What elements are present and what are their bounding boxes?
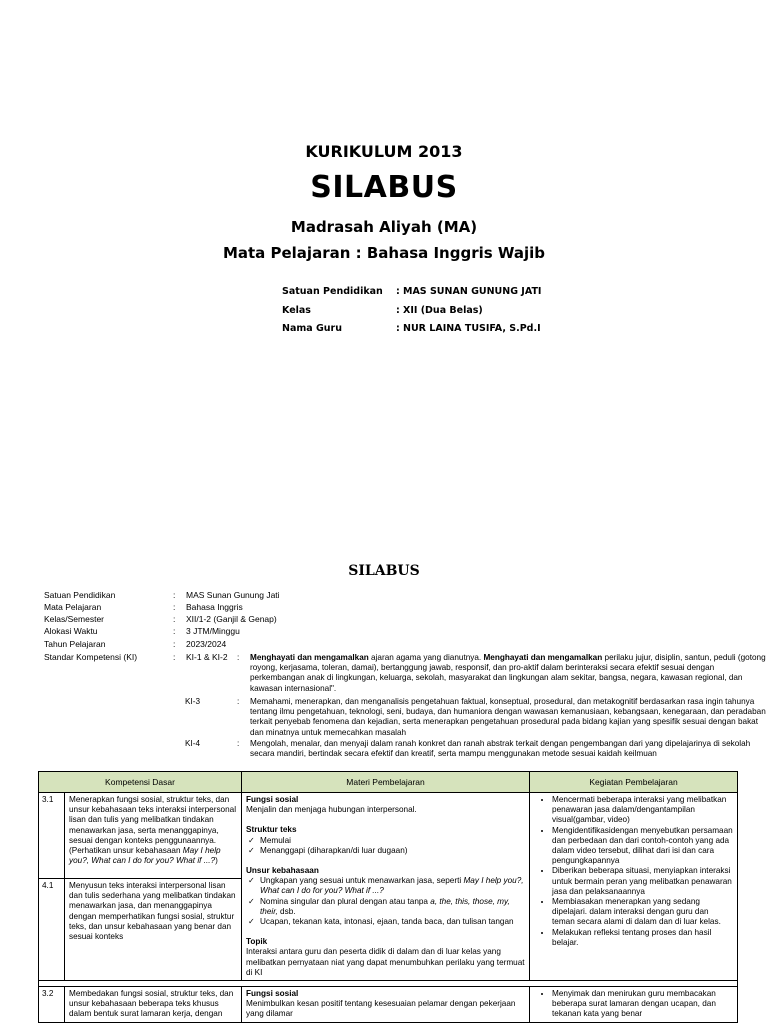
- kd-number: 3.1: [39, 793, 65, 879]
- header-kegiatan: Kegiatan Pembelajaran: [530, 772, 738, 793]
- info-label: Kelas: [282, 305, 311, 316]
- materi-text: Menimbulkan kesan positif tentang kesesuaian pelamar dengan pekerjaan yang dilamar: [246, 999, 516, 1019]
- check-text-italic: a, the, this, those, my, their,: [260, 896, 510, 916]
- kd-text-part: Menerapkan fungsi sosial, struktur teks, dan unsur kebahasaan teks interaksi interpersonal lisan dan tulis yang melibatkan tindakan menawarkan jasa, serta menanggapinya, sesuai dengan konteks penggunaannya. (Perhatikan unsur kebahasaan: [69, 795, 237, 856]
- kd-text: [65, 793, 242, 879]
- meta-label: Tahun Pelajaran: [44, 639, 106, 649]
- meta-sep: :: [173, 602, 176, 612]
- kegiatan-item: • Mengidentifikasidengan menyebutkan persamaan dan perbedaan dan dari contoh-contoh yang ada dalam video tersebut, dilihat dari isi dan cara pengungkapannya: [552, 826, 733, 867]
- kegiatan-cell: [530, 793, 738, 981]
- materi-subtitle: Topik: [246, 937, 268, 947]
- meta-label: Standar Kompetensi (KI): [44, 652, 138, 662]
- materi-cell: [242, 987, 530, 1023]
- kd-text: Membedakan fungsi sosial, struktur teks, dan unsur kebahasaan beberapa teks khusus dalam bentuk surat lamaran kerja, dengan: [65, 987, 242, 1023]
- kd-number: 3.2: [39, 987, 65, 1023]
- cover-kurikulum: KURIKULUM 2013: [305, 142, 463, 161]
- kegiatan-item: • Melakukan refleksi tentang proses dan hasil belajar.: [552, 928, 733, 948]
- ki-label: KI-4: [185, 739, 201, 748]
- ki-bold: Menghayati dan mengamalkan: [250, 653, 369, 662]
- ki-text: perilaku jujur, disiplin, santun, peduli (gotong royong, kerjasama, toleran, damai), bertanggung jawab, responsif, dan pro-aktif dalam berinteraksi secara efektif sesuai dengan perkembangan anak di lingkungan, keluarga, sekolah, masyarakat dan lingkungan alam sekitar, bangsa, negara, kawasan regional, dan kawasan internasional".: [250, 653, 766, 693]
- meta-value: 2023/2024: [186, 639, 227, 649]
- check-item: [246, 897, 525, 917]
- check-item: ✓ Memulai: [246, 836, 525, 846]
- check-text: dsb.: [277, 906, 296, 916]
- materi-subtitle: Fungsi sosial: [246, 795, 299, 804]
- materi-subtitle: Struktur teks: [246, 825, 297, 835]
- kegiatan-item: • Membiasakan menerapkan yang sedang dipelajari. dalam interaksi dengan guru dan teman secara alami di dalam dan di luar kelas.: [552, 897, 733, 928]
- check-item: ✓ Menanggapi (diharapkan/di luar dugaan): [246, 846, 525, 856]
- cover-title: SILABUS: [310, 170, 458, 205]
- kegiatan-item: • Menyimak dan menirukan guru membacakan beberapa surat lamaran dengan ucapan, dan tekanan kata yang benar: [552, 989, 733, 1020]
- materi-text: Menjalin dan menjaga hubungan interpersonal.: [246, 805, 417, 815]
- ki-label: KI-3: [185, 697, 201, 706]
- meta-value: XII/1-2 (Ganjil & Genap): [186, 614, 277, 624]
- ki-3-text: Memahami, menerapkan, dan menganalisis pengetahuan faktual, konseptual, prosedural, dan metakognitif berdasarkan rasa ingin tahunya tentang ilmu pengetahuan, teknologi, seni, budaya, dan humaniora dengan wawasan kemanusiaan, kebangsaan, kenegaraan, dan peradaban terkait penyebab fenomena dan kejadian, serta menerapkan pengetahuan prosedural pada bidang kajian yang spesifik sesuai dengan bakat dan minatnya untuk memecahkan masalah: [250, 697, 766, 737]
- silabus-title: SILABUS: [348, 563, 420, 579]
- kegiatan-cell: [530, 987, 738, 1023]
- check-text: Nomina singular dan plural dengan atau tanpa: [260, 896, 431, 906]
- kd-text-italic: May I help you?, What can I do for you? What if ...?: [69, 846, 221, 866]
- kegiatan-item: • Diberikan beberapa situasi, menyiapkan interaksi untuk bermain peran yang melibatkan penawaran jasa dan pelaksanaannya: [552, 866, 733, 897]
- info-value: XII (Dua Belas): [403, 305, 483, 316]
- info-value: NUR LAINA TUSIFA, S.Pd.I: [403, 323, 541, 334]
- meta-sep: :: [173, 626, 176, 636]
- meta-label: Mata Pelajaran: [44, 602, 102, 612]
- meta-sep: :: [173, 652, 176, 662]
- table-header: [39, 772, 738, 793]
- header-materi: Materi Pembelajaran: [242, 772, 530, 793]
- meta-value: Bahasa Inggris: [186, 602, 243, 612]
- ki-sep: :: [237, 653, 240, 662]
- header-kompetensi-dasar: Kompetensi Dasar: [39, 772, 242, 793]
- meta-sep: :: [173, 590, 176, 600]
- materi-cell: [242, 793, 530, 981]
- materi-subtitle: Unsur kebahasaan: [246, 866, 319, 876]
- info-sep: :: [396, 286, 400, 297]
- cover-madrasah: Madrasah Aliyah (MA): [290, 218, 478, 236]
- info-label: Satuan Pendidikan: [282, 286, 383, 297]
- table-row: [39, 987, 738, 1023]
- meta-sep: :: [173, 614, 176, 624]
- info-value: MAS SUNAN GUNUNG JATI: [403, 286, 542, 297]
- cover-mata-pelajaran: Mata Pelajaran : Bahasa Inggris Wajib: [222, 244, 546, 262]
- table-row: [39, 793, 738, 879]
- ki-text: ajaran agama yang dianutnya.: [368, 653, 484, 662]
- check-item: ✓ Ucapan, tekanan kata, intonasi, ejaan, tanda baca, dan tulisan tangan: [246, 917, 525, 927]
- info-label: Nama Guru: [282, 323, 342, 334]
- check-text: Ungkapan yang sesuai untuk menawarkan jasa, seperti: [260, 876, 464, 886]
- kd-text-part: ): [215, 856, 218, 866]
- meta-label: Kelas/Semester: [44, 614, 104, 624]
- ki-4-text: Mengolah, menalar, dan menyaji dalam ranah konkret dan ranah abstrak terkait dengan pengembangan dari yang dipelajarinya di sekolah secara mandiri, bertindak secara efektif dan kreatif, serta mampu menggunakan metode sesuai kaidah keilmuan: [250, 739, 751, 759]
- kd-number: 4.1: [39, 879, 65, 981]
- silabus-table: [38, 771, 738, 1023]
- check-text-italic: May I help you?, What can I do for you? What if ...?: [260, 876, 524, 896]
- meta-sep: :: [173, 639, 176, 649]
- meta-value: 3 JTM/Minggu: [186, 626, 240, 636]
- check-item: [246, 876, 525, 896]
- ki-1-2-text: [250, 653, 768, 694]
- kegiatan-item: • Mencermati beberapa interaksi yang melibatkan penawaran jasa dalam/dengantampilan visual(gambar, video): [552, 795, 733, 826]
- materi-subtitle: Fungsi sosial: [246, 989, 299, 999]
- meta-label: Satuan Pendidikan: [44, 590, 116, 600]
- kd-text: Menyusun teks interaksi interpersonal lisan dan tulis sederhana yang melibatkan tindakan menawarkan jasa, dan menanggapinya dengan memperhatikan fungsi sosial, struktur teks, dan unsur kebahasaan yang benar dan sesuai konteks: [65, 879, 242, 981]
- meta-value: MAS Sunan Gunung Jati: [186, 590, 280, 600]
- ki-sep: :: [237, 697, 240, 706]
- materi-text: Interaksi antara guru dan peserta didik di dalam dan di luar kelas yang melibatkan pernyataan niat yang dapat menumbuhkan perilaku yang termuat di KI: [246, 947, 525, 977]
- meta-label: Alokasi Waktu: [44, 626, 98, 636]
- info-sep: :: [396, 323, 400, 334]
- meta-value: KI-1 & KI-2: [186, 652, 228, 662]
- ki-bold: Menghayati dan mengamalkan: [483, 653, 603, 662]
- ki-sep: :: [237, 739, 240, 748]
- info-sep: :: [396, 305, 400, 316]
